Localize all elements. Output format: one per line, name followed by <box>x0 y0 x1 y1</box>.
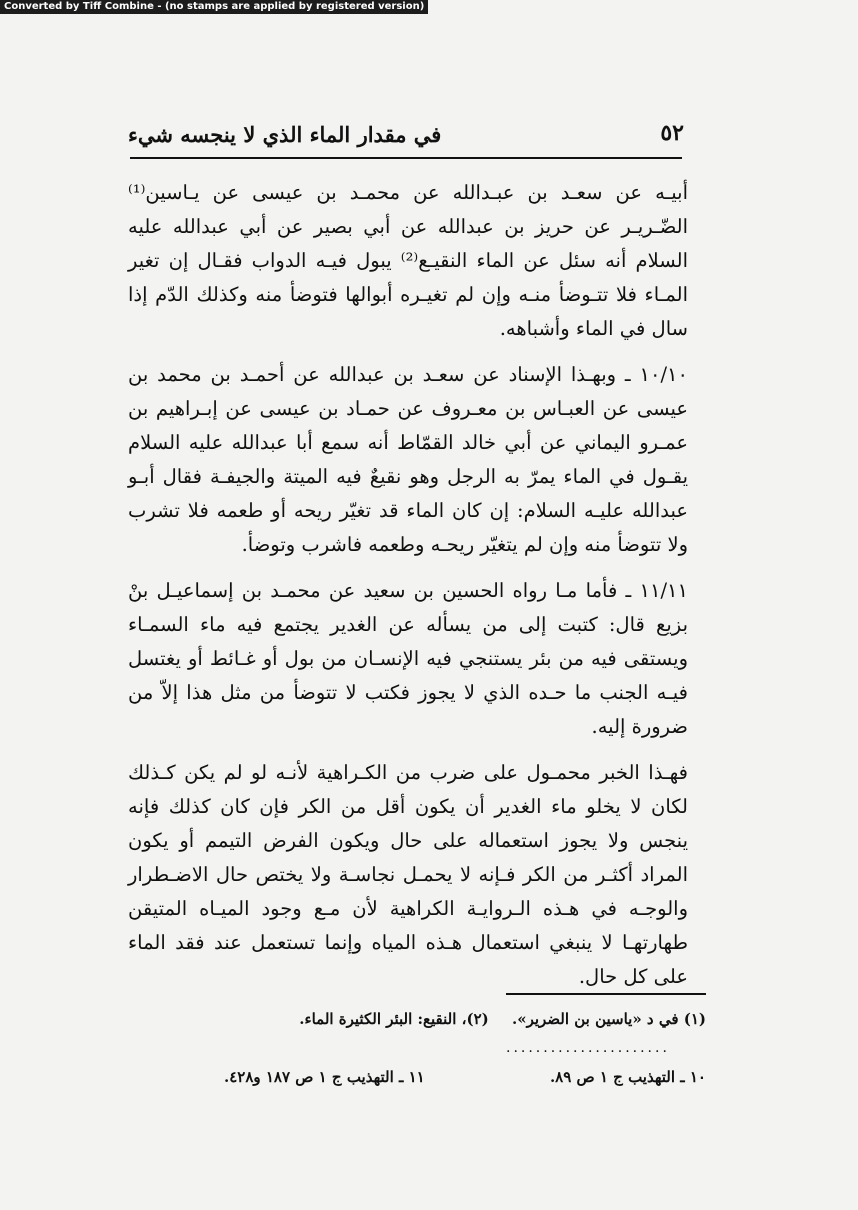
paragraph-1: أبيـه عن سعـد بن عبـدالله عن محمـد بن عيسى عن يـاسين⁽¹⁾ الضّـريـر عن حريز بن عبدالله عن أبي بصير عن أبي عبدالله عليه السلام أنه سئل عن الماء النقيـع⁽²⁾ يبول فيـه الدواب فقـال إن تغير المـاء فلا تتـوضأ منـه وإن لم تغيـره أبوالها فتوضأ منه وكذلك الدّم إذا سال في الماء وأشباهه. <box>128 181 688 340</box>
footnotes <box>224 1010 706 1028</box>
paragraph-2: ١٠/١٠ ـ وبهـذا الإسناد عن سعـد بن عبدالله عن أحمـد بن محمد بن عيسى عن العبـاس بن معـروف عن حمـاد بن عيسى عن إبـراهيم بن عمـرو اليماني عن أبي خالد القمّاط أنه سمع أبا عبدالله عليه السلام يقـول في الماء يمرّ به الرجل وهو نقيعٌ فيه الميتة والجيفـة فقال أبـو عبدالله عليـه السلام: إن كان الماء قد تغيّر ريحه أو طعمه فلا تشرب ولا تتوضأ منه وإن لم يتغيّر ريحـه وطعمه فاشرب وتوضأ. <box>128 363 688 556</box>
header-rule <box>130 157 682 159</box>
paragraph-3: ١١/١١ ـ فأما مـا رواه الحسين بن سعيد عن محمـد بن إسماعيـل بنْ بزيع قال: كتبت إلى من يسأله عن الغدير يجتمع فيه ماء السمـاء ويستقى فيه من بئر يستنجي فيه الإنسـان من بول أو غـائط أو يغتسل فيـه الجنب ما حـده الذي لا يجوز فكتب لا تتوضأ من مثل هذا إلاّ من ضرورة إليه. <box>128 579 688 738</box>
footnote-2: (٢)، النقيع: البئر الكثيرة الماء. <box>299 1010 489 1028</box>
page-number: ٥٢ <box>660 120 684 146</box>
footnote-1: (١) في د «ياسين بن الضرير». <box>511 1010 706 1028</box>
reference-10: ١٠ ـ التهذيب ج ١ ص ٨٩. <box>549 1068 706 1086</box>
main-text <box>128 176 688 1006</box>
page-header <box>128 120 684 154</box>
reference-11: ١١ ـ التهذيب ج ١ ص ١٨٧ و٤٢٨. <box>224 1068 425 1086</box>
running-title: في مقدار الماء الذي لا ينجسه شيء <box>128 122 442 147</box>
footnote-rule <box>506 993 706 995</box>
converter-stamp: Converted by Tiff Combine - (no stamps are applied by registered version) <box>0 0 428 14</box>
dotted-separator: ...................... <box>506 1040 670 1056</box>
paragraph-4: فهـذا الخبر محمـول على ضرب من الكـراهية لأنـه لو لم يكن كـذلك لكان لا يخلو ماء الغدير أن يكون أقل من الكر فإن كان كذلك فإنه ينجس ولا يجوز استعماله على حال ويكون الفرض التيمم أو يكون المراد أكثـر من الكر فـإنه لا يحمـل نجاسـة ولا يختص حال الاضـطرار والوجـه في هـذه الـروايـة الكراهية لأن مـع وجود الميـاه المتيقن طهارتهـا لا ينبغي استعمال هـذه المياه وإنما تستعمل عند فقد الماء على كل حال. <box>128 761 688 988</box>
